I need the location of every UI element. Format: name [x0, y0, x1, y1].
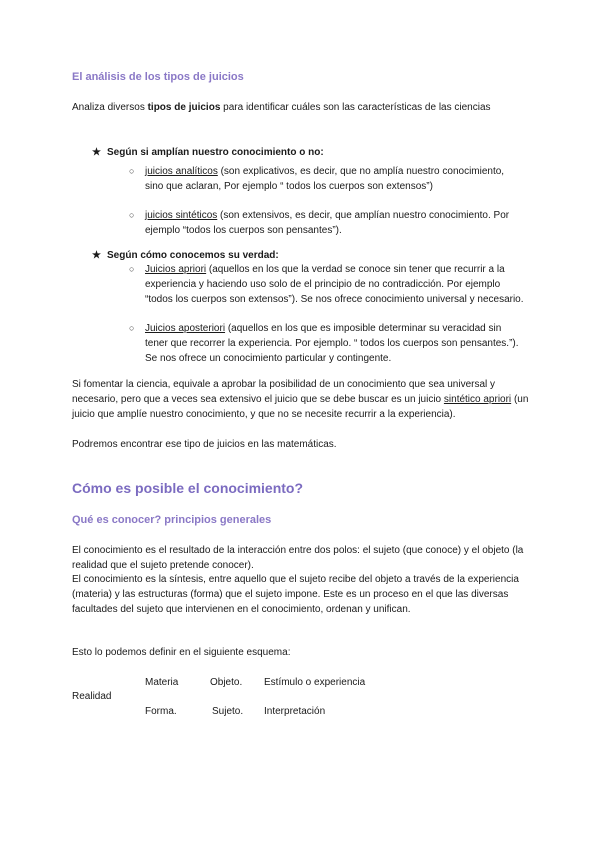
star-icon: ★ [92, 147, 101, 158]
bullet-title: Según si amplían nuestro conocimiento o no: [107, 147, 324, 158]
scheme-intro: Esto lo podemos definir en el siguiente esquema: [72, 647, 291, 658]
intro-text-end: para identificar cuáles son las características de las ciencias [220, 102, 491, 113]
list-item [145, 262, 525, 307]
subheading: Qué es conocer? principios generales [72, 514, 272, 526]
main-heading: Cómo es posible el conocimiento? [72, 480, 304, 496]
circle-icon: ○ [129, 166, 135, 176]
scheme-cell: Materia [145, 677, 179, 688]
term-link: juicios analíticos [145, 166, 218, 177]
paragraph-text-start: Si fomentar la ciencia, equivale a aprobar la posibilidad de un conocimiento que sea universal y necesario, pero que a veces sea extensivo el juicio que se debe buscar es un juicio [72, 379, 496, 405]
item-text: (son explicativos, es decir, que no amplía nuestro conocimiento, sino que aclaran, Por ejemplo “ todos los cuerpos son extensos”) [145, 166, 505, 192]
circle-icon: ○ [129, 264, 135, 274]
star-icon: ★ [92, 250, 101, 261]
mathematics-line: Podremos encontrar ese tipo de juicios en las matemáticas. [72, 439, 337, 450]
list-item [145, 164, 525, 194]
term-link: Juicios apriori [145, 264, 207, 275]
scheme-cell: Objeto. [210, 677, 243, 688]
scheme-cell: Forma. [145, 706, 177, 717]
scheme-cell: Interpretación [264, 706, 326, 717]
intro-paragraph [72, 100, 534, 115]
scheme-cell: Estímulo o experiencia [264, 677, 366, 688]
scheme-left-label: Realidad [72, 691, 112, 702]
circle-icon: ○ [129, 323, 135, 333]
paragraph-text-end: (un juicio que amplíe nuestro conocimiento, y que no se necesite recurrir a la experiencia). [72, 394, 529, 420]
section-heading: El análisis de los tipos de juicios [72, 71, 244, 83]
synthetic-apriori-paragraph [72, 377, 534, 422]
intro-text-start: Analiza diversos [72, 102, 148, 113]
scheme-cell: Sujeto. [212, 706, 244, 717]
circle-icon: ○ [129, 210, 135, 220]
term-link: juicios sintéticos [145, 210, 218, 221]
item-text: (son extensivos, es decir, que amplían nuestro conocimiento. Por ejemplo “todos los cuerpos son pensantes”). [145, 210, 510, 236]
bullet-heading [92, 145, 324, 160]
term-link: Juicios aposteriori [145, 323, 226, 334]
item-text: (aquellos en los que es imposible determinar su veracidad sin tener que recorrer la experiencia. Por ejemplo. “ todos los cuerpos son pensantes.”). Se nos ofrece un conocimiento particular y contingente. [145, 323, 519, 364]
intro-bold-term: tipos de juicios [147, 102, 221, 113]
synthesis-paragraph: El conocimiento es la síntesis, entre aquello que el sujeto recibe del objeto a través de la experiencia (materia) y las estructuras (forma) que el sujeto impone. Este es un proceso en el que las diversas facultades del sujeto que intervienen en el conocimiento, ordenan y unifican. [72, 574, 519, 615]
term-link: sintético apriori [443, 394, 512, 405]
item-text: (aquellos en los que la verdad se conoce sin tener que recurrir a la experiencia y haciendo uso solo de el principio de no contradicción. Por ejemplo “todos los cuerpos son extensos”). Se nos ofrece conocimiento universal y necesario. [145, 264, 524, 305]
list-item [145, 208, 525, 238]
knowledge-paragraph: El conocimiento es el resultado de la interacción entre dos polos: el sujeto (que conoce) y el objeto (la realidad que el sujeto pretende conocer). [72, 545, 524, 571]
bullet-title: Según cómo conocemos su verdad: [107, 250, 279, 261]
bullet-heading [92, 248, 279, 263]
list-item [145, 321, 525, 366]
